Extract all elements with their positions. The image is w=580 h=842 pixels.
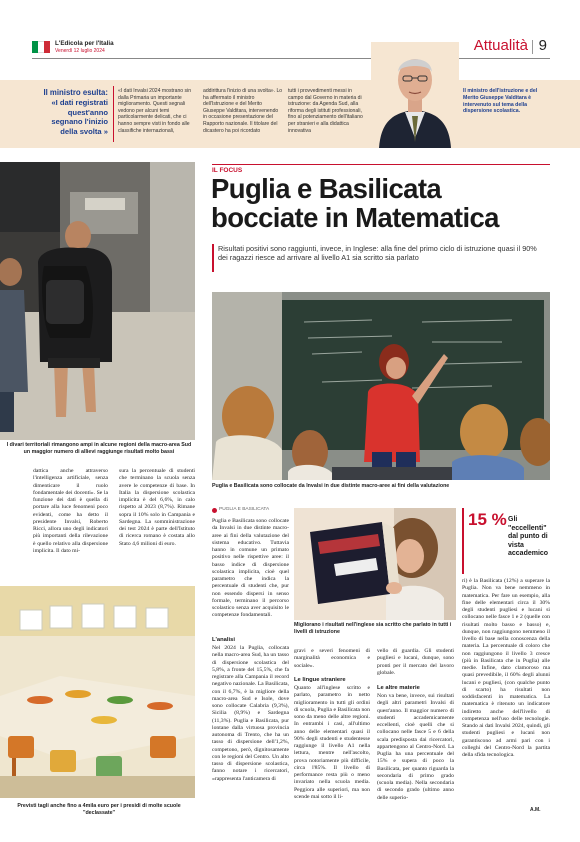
header-bar [32,35,550,59]
tables-photo [0,586,195,798]
minister-quote: «I dati registrati quest'anno segnano l'inizio della svolta » [51,98,108,136]
quote-text-col1: «I dati Invalsi 2024 mostrano sin dalla Primaria un importante miglioramento. Questi segnali vedono per alcuni temi particolarmente delicati, che ci hanno sempre visti in fondo alle classifiche internazionali, [118,88,192,134]
italy-flag-icon [32,41,50,53]
body-col-d-top: gravi e severi fenomeni di marginalità economica e sociale». [294,648,370,669]
body-col-d: Quanto all'inglese scritto e parlato, parametro in netto miglioramento in tutti gli ordini di scuola, Puglia e Basilicata non sono da meno delle altre regioni. In entrambi i casi, all'ultimo anno delle elementari quasi il 90% degli studenti e studentesse raggiunge il livello A1 nella lettura, mentre nell'ascolto, prova notoriamente più difficile, circa l'85%. Il livello di performance resta più o meno invariato nella scuola media. Peggiora alle superiori, ma non scende mai sotto il li- [294,685,370,800]
issue-date: Venerdì 12 luglio 2024 [55,48,105,54]
byline-pin-icon [212,508,217,513]
body-col-b: sura la percentuale di studenti che terminano la scuola senza avere le competenze di base. In Italia la dispersione scolastica implicita è del 6,6%, in calo rispetto al 2023 (8,7%). Rimane sopra il 10% solo in Campania e Sardegna. La somministrazione dei test 2024 è parte dell'Istituto di ricerca romano è costata allo Stato 4,6 milioni di euro. [119,468,195,547]
caption-tables: Previsti tagli anche fino a 4mila euro per i presidi di molte scuole "declassate" [17,803,181,816]
body-col-e-top: vello di guardia. Gli studenti pugliesi e lucani, dunque, sono pronti per il mercato del lavoro globale. [377,648,454,676]
section-label: Attualità [473,37,528,54]
masthead: L'Edicola per l'Italia [55,40,114,47]
subhead-lingue: Le lingue straniere [294,677,346,683]
portrait-caption: Il ministro dell'istruzione e del Merito Giuseppe Valditara è intervenuto sul tema della dispersione scolastica. [463,88,538,115]
subhead-altre: Le altre materie [377,685,420,691]
caption-reading: Migliorano i risultati nell'inglese sia scritto che parlato in tutti i livelli di istruzione [294,622,452,635]
subhead-analisi: L'analisi [212,637,235,643]
page-divider [532,40,533,54]
headline-line-2: bocciate in Matematica [211,202,499,233]
classroom-photo [212,292,550,480]
caption-classroom: Puglia e Basilicata sono collocate da Invalsi in due distinte macro-aree ai fini della valutazione [212,483,450,489]
body-col-c-top: Puglia e Basilicata sono collocate da Invalsi in due distinte macro-aree ai fini della valutazione del sistema educativo. Tuttavia hanno in comune un primato positivo nelle rispettive aree: il basso indice di dispersione scolastica implicita, cioè quel parametro che indica la percentuale di studenti che, pur non essendo dispersi in senso formale, terminano il percorso scolastico senza aver acquisito le competenze fondamentali. [212,518,289,619]
kicker-bar [212,164,550,165]
quote-rule [113,86,114,142]
headline-line-1: Puglia e Basilicata [211,173,442,204]
body-col-a: dattica anche attraverso l'intelligenza artificiale, senza dimenticare il ruolo fondamentale dei docenti». Se la funzione dei dati è quella di portare alla luce fenomeni poco evidenti, come ha detto il presidente Invalsi, Roberto Ricci, allora uno degli indicatori più importanti della rilevazione è quello relativo alla dispersione implicita. Il dato mi- [33,468,108,554]
deck-rule [212,244,214,272]
stat-box [462,508,550,574]
signature: A.M. [530,807,541,813]
quote-kicker: Il ministro esulta: [43,88,108,97]
caption-students: I divari territoriali rimangono ampi in alcune regioni della macro-area Sud un maggior numero di allievi raggiunge risultati molto bassi [6,442,192,455]
body-col-e: Non va bene, invece, sui risultati degli altri parametri Invalsi di quest'anno. Il maggior numero di studenti accademicamente eccellenti, cioè quelli che si collocano nelle fasce 5 e 6 della scala predisposta dai ricercatori, appartengono al Centro-Nord. La Puglia ha una percentuale del 15% e supera di poco la Basilicata, per quanto riguarda la secondaria di primo grado (scuola media). Nella secondaria di secondo grado (ultimo anno delle superio- [377,693,454,801]
deck: Risultati positivi sono raggiunti, invece, in Inglese: alla fine del primo ciclo di istruzione quasi il 90% dei ragazzi riesce ad arrivare al livello A1 sia scritto sia parlato [218,244,537,263]
body-col-c-bottom: Nel 2024 la Puglia, collocata nella macro-area Sud, ha un tasso di dispersione scolastica del 5,8%, a fronte del 15,5%, che fa registrare alla Campania il record negativo nazionale. La Basilicata, con il 6,7%, è la migliore della macro-area Sud e Isole, dove sono collocate Calabria (9,3%), Sicilia (8,9%) e Sardegna (11,3%). Puglia e Basilicata, pur lontane dalla virtuosa provincia autonoma di Trento, che ha un tasso di dispersione dell'1,2%, competono, però, dignitosamente con le regioni del Centro. Un alto tasso di dispersione scolastica, fanno notare i ricercatori, «rappresenta l'anticamera di [212,645,289,782]
reading-photo [294,508,456,620]
byline: PUGLIA E BASILICATA [219,507,270,512]
headline [211,174,551,232]
quote-text-col3: tutti i provvedimenti messi in campo dal Governo in materia di istruzione: da Agenda Sud, alla riforma degli istituti professionali, fino al potenziamento dell'italiano per stranieri e alla didattica innovativa [288,88,363,134]
body-col-f: ri) è la Basilicata (12%) a superare la Puglia. Non va bene nemmeno in matematica. Per fare un esempio, alla fine delle elementari circa il 30% degli studenti pugliesi e lucani si collocano nelle fasce 1 e 2 (quelle con risultati molto basso e basso) e, dunque, non raggiungono nemmeno il livello di base nella conoscenza della materia. La percentuale di coloro che non raggiungono il livello 3 cresce (più in Basilicata che in Puglia) alle medie. Infine, dato clamoroso ma quasi prevedibile, il 60% degli alunni lucani e pugliesi, (con qualche punto di scarto) ha risultati non soddisfacenti in matematica. La matematica è ritenuto un indicatore indiretto anche dell'livello di competenza nell'uso delle tecnologie. Stando ai dati Invalsi 2024, quindi, gli studenti pugliesi e lucani non garantiscono ad armi pari con i colleghi del Centro-Nord la partita della sfida tecnologica. [462,578,550,758]
article-kicker: IL FOCUS [212,167,243,174]
page-number: 9 [538,37,547,54]
stat-value: 15 % [468,510,507,529]
quote-text-col2: addirittura l'inizio di una svolta». Lo ha affermato il ministro dell'Istruzione e del Merito Giuseppe Valditara, intervenendo in occasione presentazione del Rapporto nazionale. Il titolare del dicastero ha poi ricordato [203,88,283,134]
students-photo [0,162,195,440]
minister-portrait [371,42,459,148]
stat-text: Gli "eccellenti" dal punto di vista accademico [508,516,549,558]
